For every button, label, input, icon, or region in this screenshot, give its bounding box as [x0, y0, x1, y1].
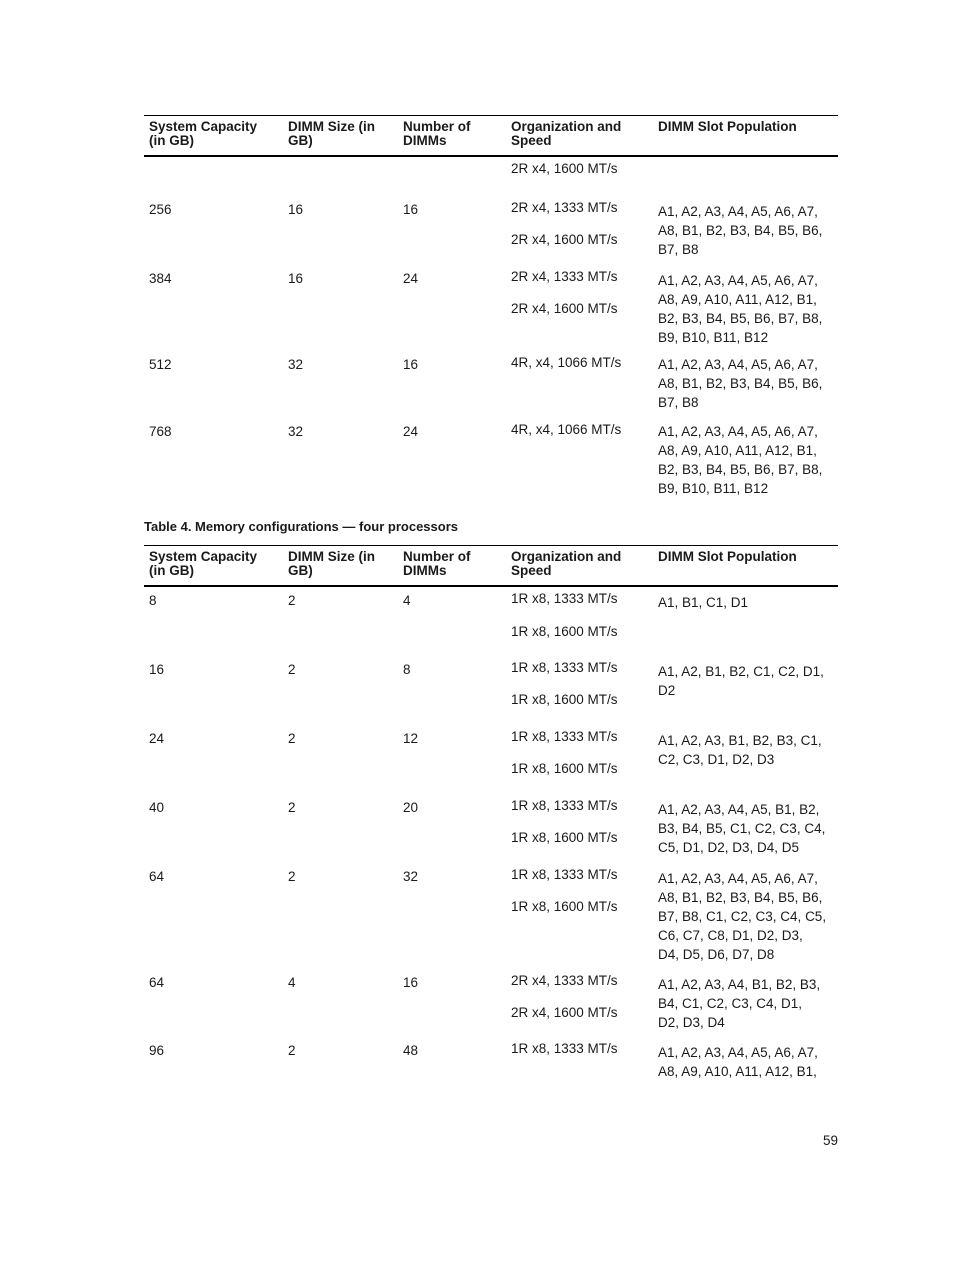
slot-population-line: B2, B3, B4, B5, B6, B7, B8, — [658, 462, 823, 477]
slot-population-line: B4, C1, C2, C3, C4, D1, — [658, 996, 803, 1011]
slot-population-line: A1, A2, A3, A4, A5, B1, B2, — [658, 802, 820, 817]
speed-cell: 1R x8, 1333 MT/s — [511, 867, 618, 882]
slot-population-line: A8, B1, B2, B3, B4, B5, B6, — [658, 890, 823, 905]
table-header — [144, 545, 838, 587]
speed-cell: 1R x8, 1333 MT/s — [511, 729, 618, 744]
dimm-count-cell: 16 — [403, 975, 419, 990]
dimm-count-cell: 32 — [403, 869, 419, 884]
speed-cell: 1R x8, 1333 MT/s — [511, 660, 618, 675]
speed-cell: 2R x4, 1600 MT/s — [511, 232, 618, 247]
dimm-size-cell: 2 — [288, 731, 296, 746]
slot-population-line: C5, D1, D2, D3, D4, D5 — [658, 840, 800, 855]
speed-cell: 1R x8, 1600 MT/s — [511, 761, 618, 776]
dimm-count-cell: 16 — [403, 202, 419, 217]
slot-population-line: B7, B8, C1, C2, C3, C4, C5, — [658, 909, 827, 924]
slot-population-line: A8, A9, A10, A11, A12, B1, — [658, 1064, 817, 1079]
slot-population-line: B2, B3, B4, B5, B6, B7, B8, — [658, 311, 823, 326]
speed-cell: 2R x4, 1600 MT/s — [511, 161, 618, 176]
header-system-capacity: System Capacity (in GB) — [149, 119, 258, 148]
capacity-cell: 96 — [149, 1043, 165, 1058]
speed-cell: 1R x8, 1600 MT/s — [511, 624, 618, 639]
speed-cell: 1R x8, 1600 MT/s — [511, 899, 618, 914]
slot-population-line: A1, A2, A3, A4, A5, A6, A7, — [658, 1045, 818, 1060]
slot-population-line: B3, B4, B5, C1, C2, C3, C4, — [658, 821, 826, 836]
capacity-cell: 16 — [149, 662, 165, 677]
dimm-count-cell: 4 — [403, 593, 411, 608]
slot-population-line: B7, B8 — [658, 395, 699, 410]
speed-cell: 1R x8, 1600 MT/s — [511, 830, 618, 845]
slot-population-line: D2 — [658, 683, 676, 698]
speed-cell: 2R x4, 1333 MT/s — [511, 200, 618, 215]
page-number: 59 — [822, 1133, 838, 1148]
speed-cell: 1R x8, 1333 MT/s — [511, 1041, 618, 1056]
dimm-size-cell: 16 — [288, 202, 304, 217]
slot-population-line: A8, A9, A10, A11, A12, B1, — [658, 292, 817, 307]
slot-population-line: D2, D3, D4 — [658, 1015, 725, 1030]
capacity-cell: 768 — [149, 424, 172, 439]
slot-population-line: B7, B8 — [658, 242, 699, 257]
header-slot-population: DIMM Slot Population — [658, 119, 797, 134]
dimm-count-cell: 12 — [403, 731, 419, 746]
dimm-count-cell: 24 — [403, 271, 419, 286]
slot-population-line: A1, A2, A3, A4, A5, A6, A7, — [658, 357, 818, 372]
slot-population-line: C2, C3, D1, D2, D3 — [658, 752, 775, 767]
dimm-size-cell: 16 — [288, 271, 304, 286]
header-organization-speed: Organization and Speed — [511, 549, 622, 578]
speed-cell: 1R x8, 1333 MT/s — [511, 798, 618, 813]
header-slot-population: DIMM Slot Population — [658, 549, 797, 564]
dimm-count-cell: 24 — [403, 424, 419, 439]
capacity-cell: 8 — [149, 593, 157, 608]
speed-cell: 4R, x4, 1066 MT/s — [511, 422, 622, 437]
header-number-of-dimms: Number of DIMMs — [403, 119, 471, 148]
slot-population-line: A1, B1, C1, D1 — [658, 595, 749, 610]
capacity-cell: 64 — [149, 975, 165, 990]
dimm-count-cell: 48 — [403, 1043, 419, 1058]
capacity-cell: 64 — [149, 869, 165, 884]
header-system-capacity: System Capacity (in GB) — [149, 549, 258, 578]
memory-table-continued — [144, 115, 838, 496]
table-header — [144, 115, 838, 157]
capacity-cell: 40 — [149, 800, 165, 815]
slot-population-line: A8, A9, A10, A11, A12, B1, — [658, 443, 817, 458]
capacity-cell: 512 — [149, 357, 172, 372]
slot-population-line: A8, B1, B2, B3, B4, B5, B6, — [658, 376, 823, 391]
header-organization-speed: Organization and Speed — [511, 119, 622, 148]
speed-cell: 4R, x4, 1066 MT/s — [511, 355, 622, 370]
slot-population-line: B9, B10, B11, B12 — [658, 481, 769, 496]
dimm-size-cell: 32 — [288, 357, 304, 372]
dimm-size-cell: 2 — [288, 869, 296, 884]
memory-table-four-processors — [144, 545, 838, 1079]
slot-population-line: A1, A2, B1, B2, C1, C2, D1, — [658, 664, 824, 679]
dimm-size-cell: 2 — [288, 593, 296, 608]
header-dimm-size: DIMM Size (in GB) — [288, 119, 375, 148]
speed-cell: 2R x4, 1333 MT/s — [511, 973, 618, 988]
speed-cell: 2R x4, 1600 MT/s — [511, 301, 618, 316]
dimm-size-cell: 2 — [288, 1043, 296, 1058]
capacity-cell: 24 — [149, 731, 165, 746]
slot-population-line: A1, A2, A3, A4, B1, B2, B3, — [658, 977, 821, 992]
slot-population-line: A1, A2, A3, A4, A5, A6, A7, — [658, 871, 818, 886]
header-number-of-dimms: Number of DIMMs — [403, 549, 471, 578]
dimm-count-cell: 8 — [403, 662, 411, 677]
capacity-cell: 384 — [149, 271, 172, 286]
slot-population-line: A1, A2, A3, A4, A5, A6, A7, — [658, 424, 818, 439]
slot-population-line: C6, C7, C8, D1, D2, D3, — [658, 928, 803, 943]
speed-cell: 1R x8, 1333 MT/s — [511, 591, 618, 606]
speed-cell: 1R x8, 1600 MT/s — [511, 692, 618, 707]
dimm-size-cell: 2 — [288, 800, 296, 815]
header-dimm-size: DIMM Size (in GB) — [288, 549, 375, 578]
speed-cell: 2R x4, 1600 MT/s — [511, 1005, 618, 1020]
speed-cell: 2R x4, 1333 MT/s — [511, 269, 618, 284]
slot-population-line: A1, A2, A3, B1, B2, B3, C1, — [658, 733, 822, 748]
dimm-count-cell: 20 — [403, 800, 419, 815]
slot-population-line: A1, A2, A3, A4, A5, A6, A7, — [658, 204, 818, 219]
slot-population-line: D4, D5, D6, D7, D8 — [658, 947, 775, 962]
table-caption: Table 4. Memory configurations — four processors — [144, 519, 458, 534]
dimm-size-cell: 4 — [288, 975, 296, 990]
slot-population-line: B9, B10, B11, B12 — [658, 330, 769, 345]
dimm-size-cell: 2 — [288, 662, 296, 677]
slot-population-line: A8, B1, B2, B3, B4, B5, B6, — [658, 223, 823, 238]
dimm-size-cell: 32 — [288, 424, 304, 439]
capacity-cell: 256 — [149, 202, 172, 217]
slot-population-line: A1, A2, A3, A4, A5, A6, A7, — [658, 273, 818, 288]
dimm-count-cell: 16 — [403, 357, 419, 372]
